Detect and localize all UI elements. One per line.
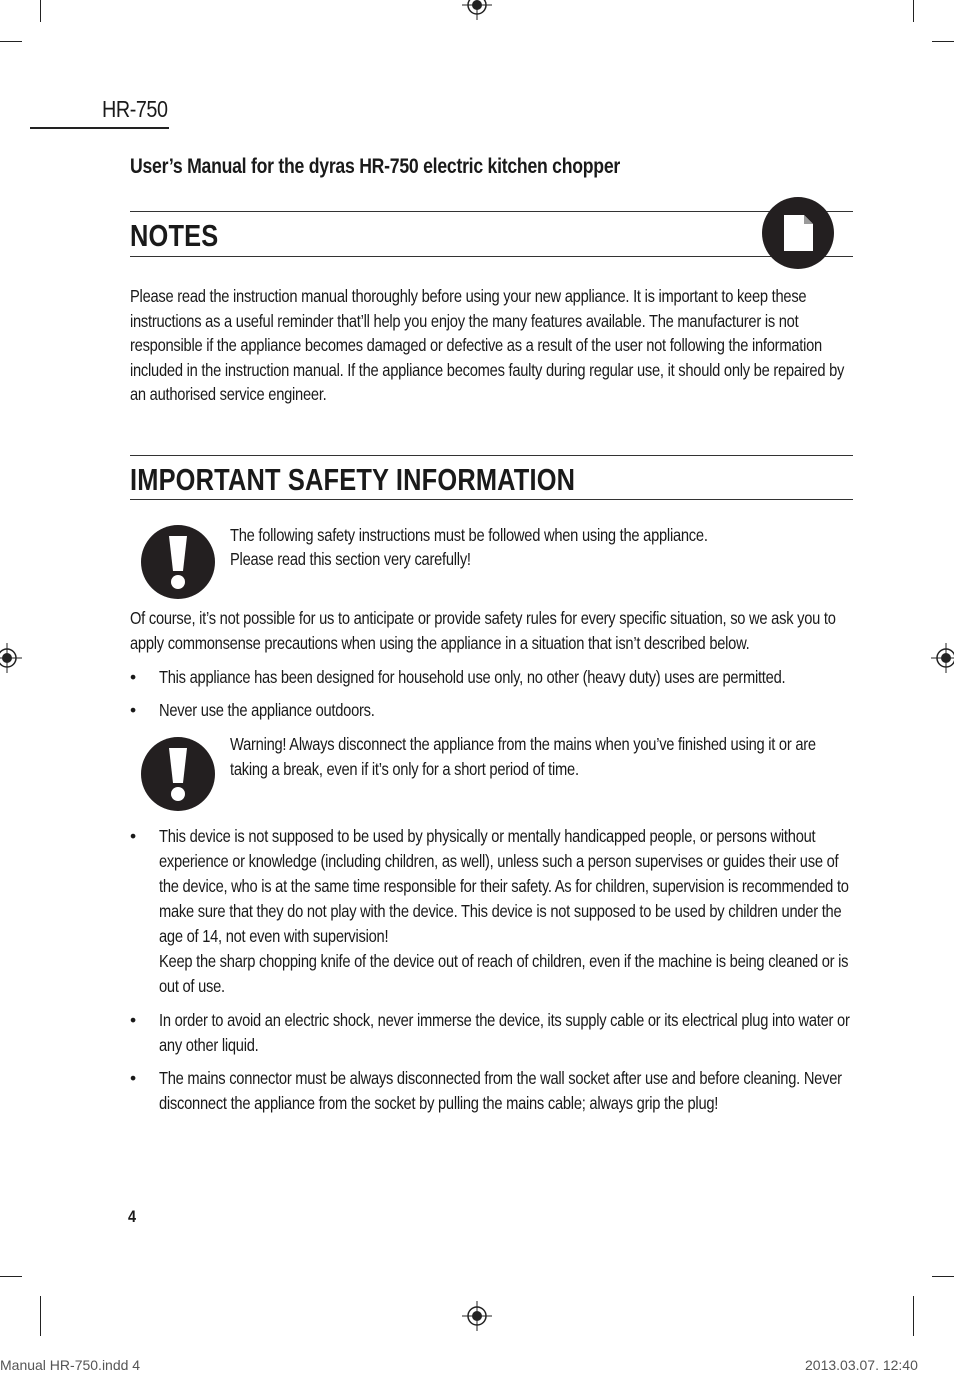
model-underline [30, 127, 169, 129]
list-item-text: Keep the sharp chopping knife of the device out of reach of children, even if the machine is being cleaned or is out of use. [159, 951, 849, 996]
document-icon [762, 197, 834, 269]
list-item-text: This appliance has been designed for household use only, no other (heavy duty) uses are permitted. [159, 667, 786, 687]
list-item-text: The mains connector must be always disconnected from the wall socket after use and before cleaning. Never disconnect the appliance from the socket by pulling the mains cable; always grip the plug! [159, 1068, 842, 1113]
bullet-symbol: • [130, 1068, 137, 1088]
exclamation-icon [141, 525, 215, 599]
date-slug: 2013.03.07. 12:40 [805, 1357, 918, 1373]
exclamation-icon [141, 737, 215, 811]
list-item-text: In order to avoid an electric shock, never immerse the device, its supply cable or its electrical plug into water or any other liquid. [159, 1010, 850, 1055]
section-rule [130, 211, 853, 212]
list-item-text: This device is not supposed to be used by physically or mentally handicapped people, or persons without experience or knowledge (including children, as well), unless such a person supervises or guides their use of the device, who is at the same time responsible for their safety. As for children, supervision is recommended to make sure that they do not play with the device. This device is not supposed to be used by children under the age of 14, not even with supervision! [159, 826, 849, 946]
bullet-symbol: • [130, 667, 137, 687]
registration-mark-icon [462, 1301, 492, 1331]
notes-heading: NOTES [130, 218, 219, 253]
crop-mark [913, 1296, 914, 1336]
section-rule [130, 256, 853, 257]
safety-intro: Of course, it’s not possible for us to anticipate or provide safety rules for every specific situation, so we ask you to apply commonsense precautions when using the appliance in a situation that isn’t described below. [130, 608, 836, 653]
page-number: 4 [128, 1207, 137, 1226]
crop-mark [932, 41, 954, 42]
callout-line: The following safety instructions must be followed when using the appliance. [230, 525, 708, 545]
manual-subtitle: User’s Manual for the dyras HR-750 electric kitchen chopper [130, 155, 621, 178]
crop-mark [0, 1276, 22, 1277]
registration-mark-icon [931, 643, 954, 673]
file-slug: Manual HR-750.indd 4 [0, 1357, 141, 1373]
crop-mark [913, 0, 914, 22]
section-rule [130, 455, 853, 456]
model-label: HR-750 [102, 96, 168, 122]
crop-mark [0, 41, 22, 42]
safety-heading: IMPORTANT SAFETY INFORMATION [130, 462, 576, 497]
crop-mark [40, 0, 41, 22]
warning-callout: Warning! Always disconnect the appliance from the mains when you’ve finished using it or are taking a break, even if it’s only for a short period of time. [230, 734, 816, 779]
bullet-symbol: • [130, 700, 137, 720]
list-item-text: Never use the appliance outdoors. [159, 700, 375, 720]
registration-mark-icon [462, 0, 492, 20]
bullet-symbol: • [130, 1010, 137, 1030]
section-rule [130, 499, 853, 500]
bullet-symbol: • [130, 826, 137, 846]
callout-line: Please read this section very carefully! [230, 549, 471, 569]
crop-mark [40, 1296, 41, 1336]
notes-body: Please read the instruction manual thoroughly before using your new appliance. It is important to keep these instructions as a useful reminder that’ll help you enjoy the many features available. The manufacturer is not responsible if the appliance becomes damaged or defective as a result of the user not following the information included in the instruction manual. If the appliance becomes faulty during regular use, it should only be repaired by an authorised service engineer. [130, 286, 845, 405]
crop-mark [932, 1276, 954, 1277]
registration-mark-icon [0, 643, 22, 673]
